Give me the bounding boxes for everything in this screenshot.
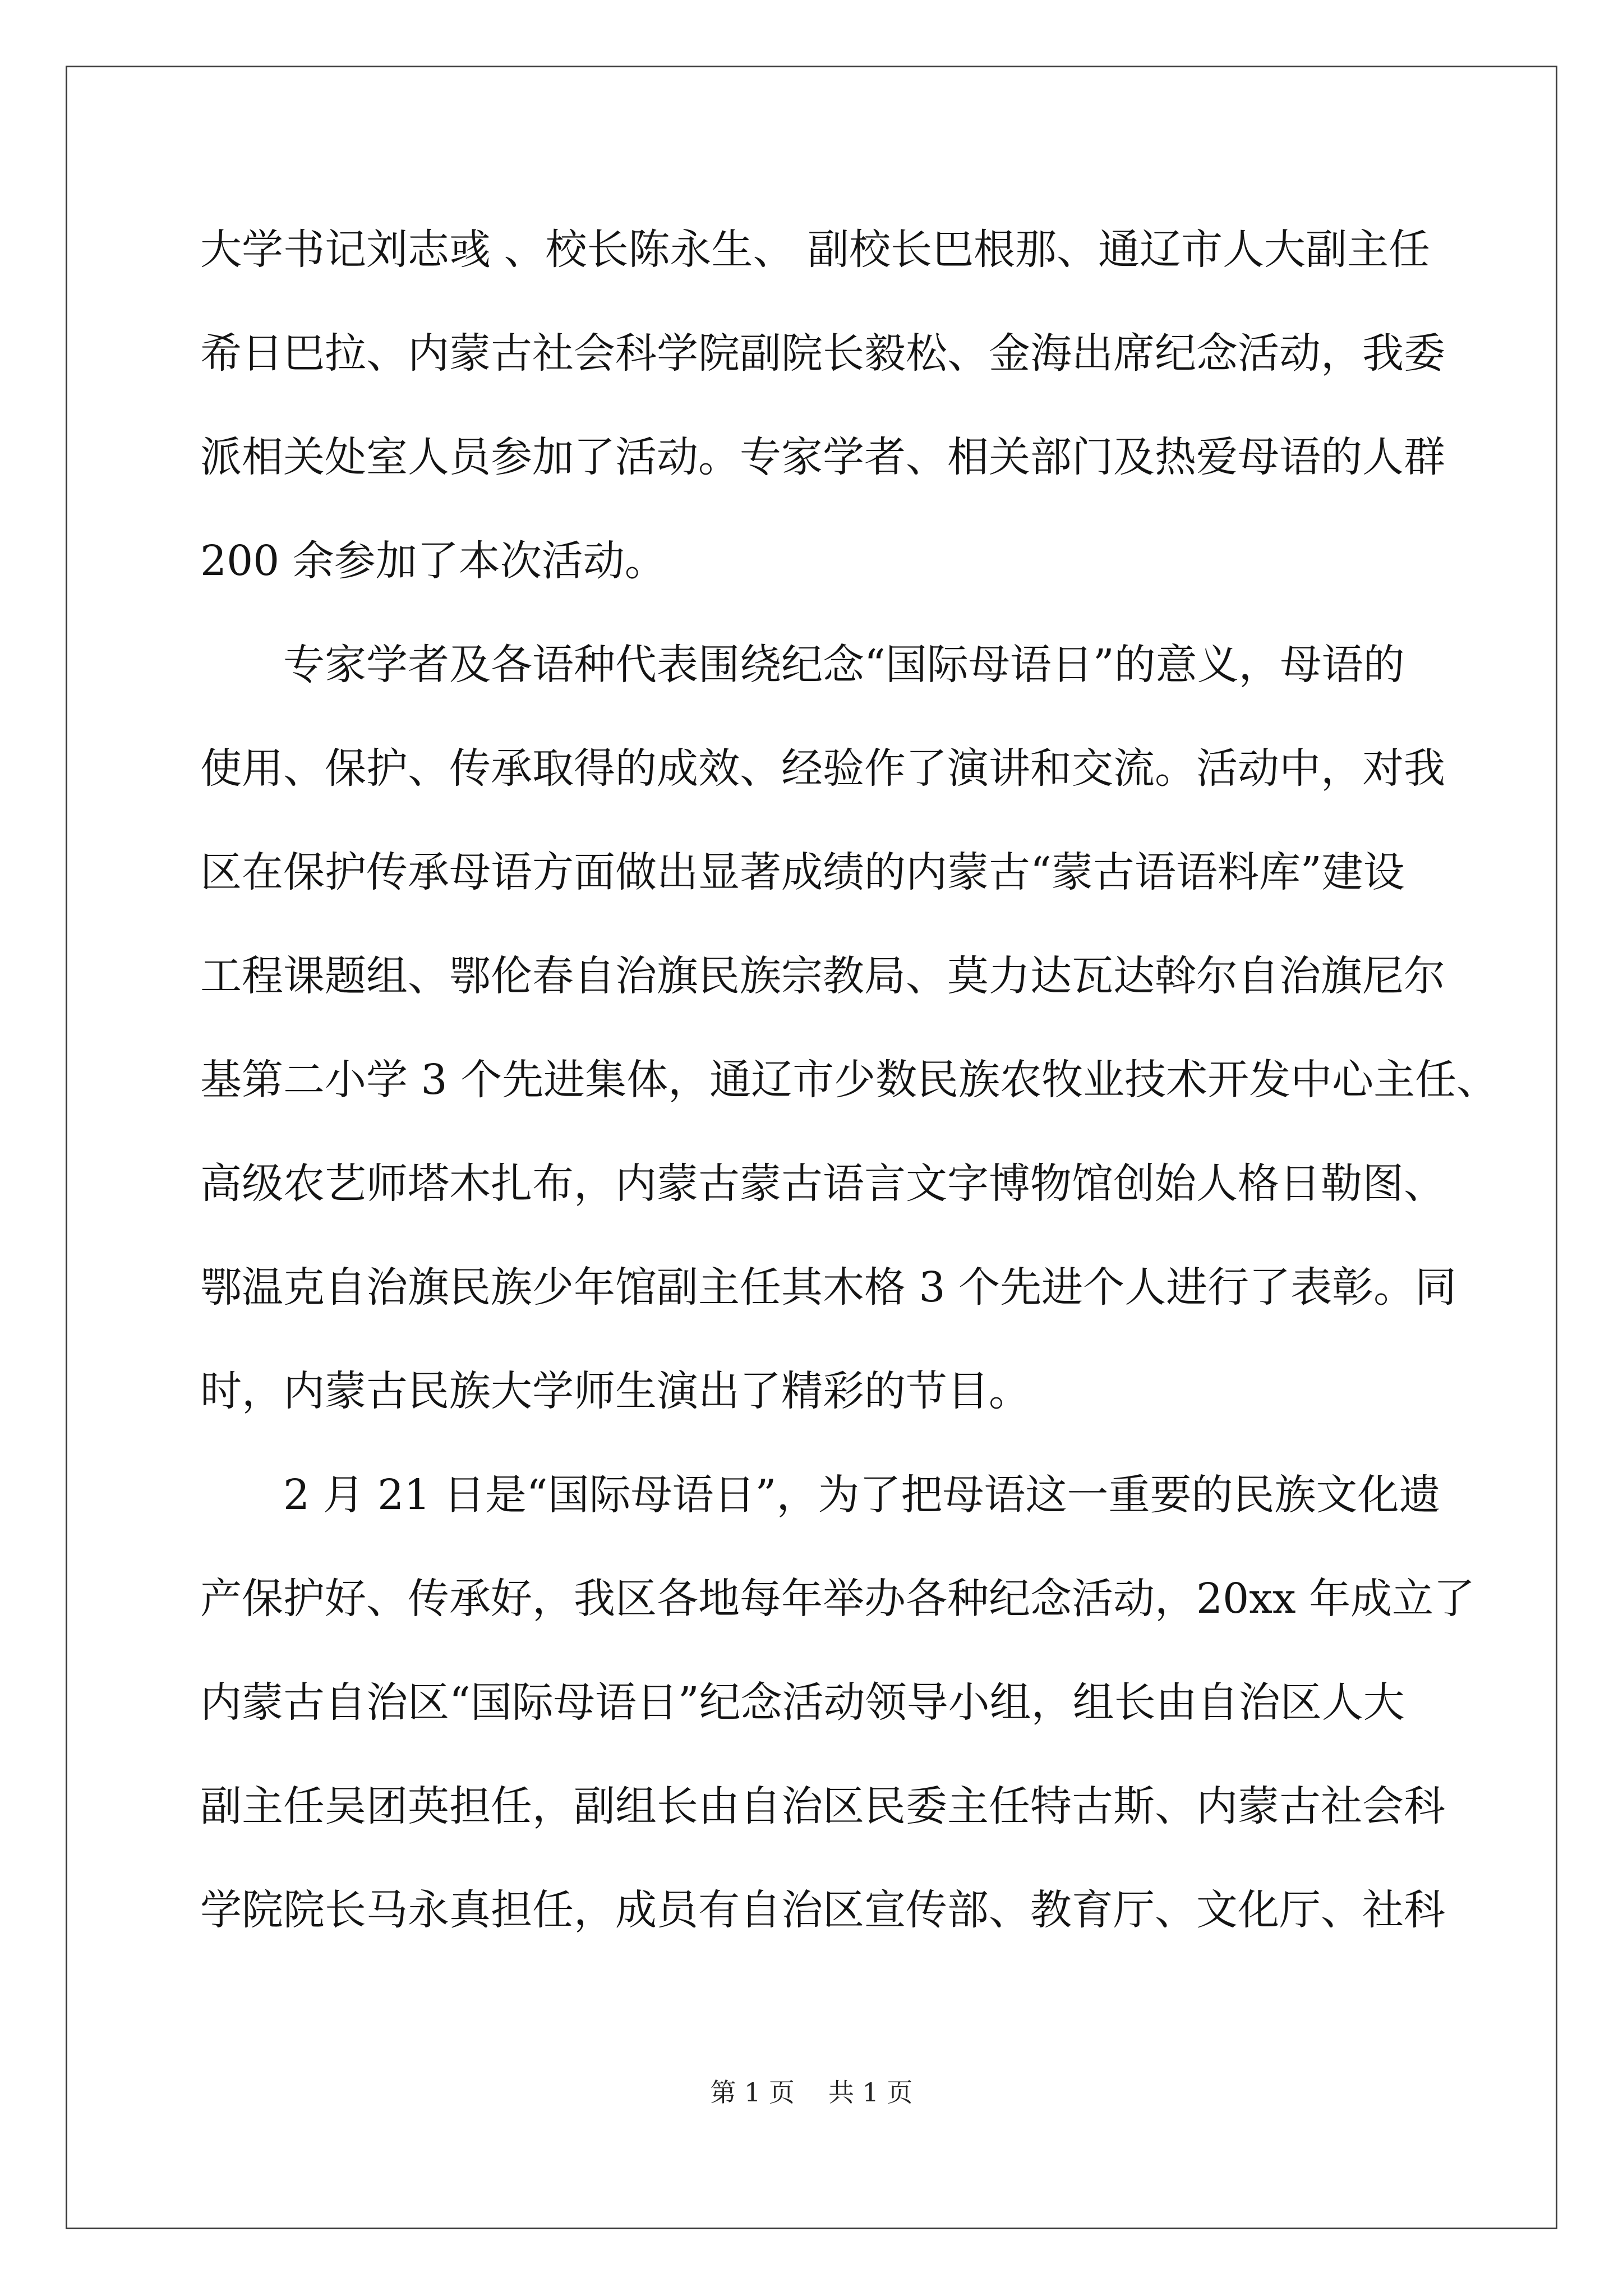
text-line: 使用、保护、传承取得的成效、经验作了演讲和交流。活动中，对我 [200,744,1445,793]
page-number: 第 1 页 [710,2077,795,2108]
page-total: 共 1 页 [828,2077,913,2108]
text-line: 产保护好、传承好，我区各地每年举办各种纪念活动，20xx 年成立了 [200,1575,1476,1623]
paragraph-first-line: 专家学者及各语种代表围绕纪念“国际母语日”的意义，母语的 [283,641,1405,689]
text-line: 派相关处室人员参加了活动。专家学者、相关部门及热爱母语的人群 [200,433,1445,481]
paragraph-first-line: 2 月 21 日是“国际母语日”，为了把母语这一重要的民族文化遗 [283,1471,1441,1519]
text-line: 学院院长马永真担任，成员有自治区宣传部、教育厅、文化厅、社科 [200,1886,1445,1934]
text-line: 区在保护传承母语方面做出显著成绩的内蒙古“蒙古语语料库”建设 [200,848,1405,896]
text-line: 高级农艺师塔木扎布，内蒙古蒙古语言文字博物馆创始人格日勒图、 [200,1159,1445,1208]
text-line: 希日巴拉、内蒙古社会科学院副院长毅松、金海出席纪念活动，我委 [200,329,1445,378]
text-line: 200 余参加了本次活动。 [200,537,666,585]
text-line: 内蒙古自治区“国际母语日”纪念活动领导小组，组长由自治区人大 [200,1678,1405,1727]
text-line: 鄂温克自治旗民族少年馆副主任其木格 3 个先进个人进行了表彰。同 [200,1263,1457,1312]
text-line: 大学书记刘志彧 、校长陈永生、 副校长巴根那、通辽市人大副主任 [200,226,1431,274]
text-line: 基第二小学 3 个先进集体，通辽市少数民族农牧业技术开发中心主任、 [200,1056,1498,1104]
text-line: 工程课题组、鄂伦春自治旗民族宗教局、莫力达瓦达斡尔自治旗尼尔 [200,952,1445,1000]
text-line: 副主任吴团英担任，副组长由自治区民委主任特古斯、内蒙古社会科 [200,1782,1445,1830]
text-line: 时，内蒙古民族大学师生演出了精彩的节目。 [200,1367,1030,1415]
page-footer [0,2076,1623,2109]
